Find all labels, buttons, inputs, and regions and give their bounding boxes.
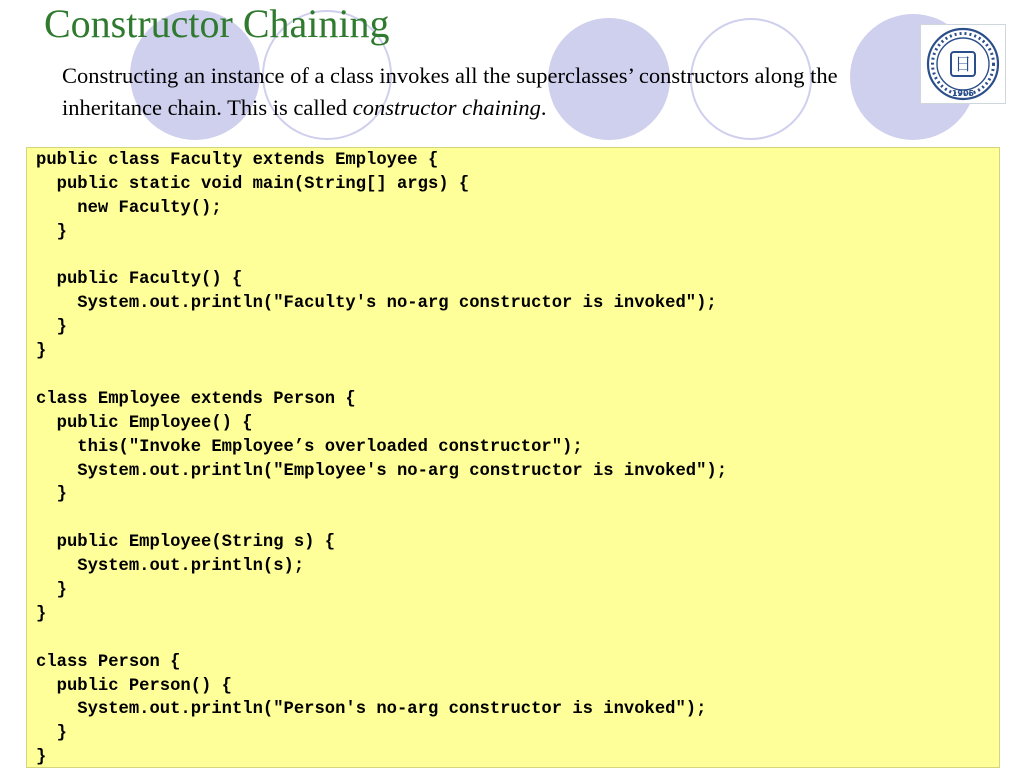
code-line: } [36, 485, 67, 505]
code-line: class Person { [36, 652, 181, 672]
logo-year: 1905 [951, 89, 975, 98]
code-line: System.out.println(s); [36, 557, 305, 577]
code-line: } [36, 342, 47, 362]
code-line: } [36, 748, 47, 768]
code-line: public Faculty() { [36, 270, 243, 290]
intro-paragraph [62, 60, 942, 124]
code-line: } [36, 724, 67, 744]
code-line: } [36, 581, 67, 601]
code-line: class Employee extends Person { [36, 389, 356, 409]
intro-emphasis: constructor chaining [352, 95, 541, 120]
code-line: } [36, 604, 47, 624]
code-line [36, 507, 999, 531]
logo-center-glyph: 日 [954, 55, 972, 75]
code-line: public class Faculty extends Employee { [36, 151, 439, 170]
code-line: public static void main(String[] args) { [36, 174, 470, 194]
code-block [26, 147, 1000, 768]
intro-text: Constructing an instance of a class invokes all the superclasses’ constructors along the inheritance chain. This is called [62, 63, 838, 120]
code-line: this("Invoke Employee’s overloaded constructor"); [36, 437, 583, 457]
intro-period: . [540, 95, 547, 120]
code-line [36, 245, 999, 269]
university-seal-icon [921, 25, 1005, 103]
code-line: public Person() { [36, 676, 232, 696]
code-line: public Employee(String s) { [36, 533, 336, 553]
code-line [36, 627, 999, 651]
code-line: System.out.println("Person's no-arg constructor is invoked"); [36, 700, 707, 720]
university-logo [920, 24, 1006, 104]
code-line: System.out.println("Faculty's no-arg constructor is invoked"); [36, 294, 717, 314]
code-line [36, 364, 999, 388]
slide-title: Constructor Chaining [44, 1, 390, 46]
code-line: public Employee() { [36, 413, 253, 433]
code-line: } [36, 222, 67, 242]
code-line: System.out.println("Employee's no-arg constructor is invoked"); [36, 461, 728, 481]
code-line: } [36, 318, 67, 338]
code-line: new Faculty(); [36, 198, 222, 218]
